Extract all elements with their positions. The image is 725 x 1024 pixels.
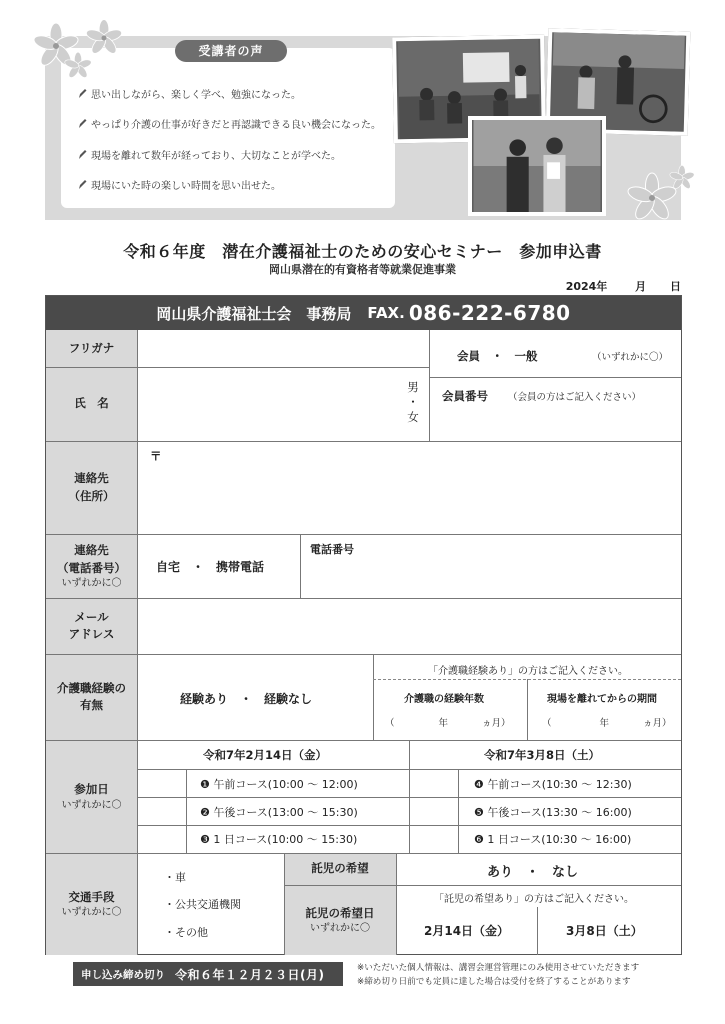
page-title: 令和６年度 潜在介護福祉士のための安心セミナー 参加申込書 <box>123 242 602 261</box>
experience-choice[interactable]: 経験あり ・ 経験なし <box>180 692 313 706</box>
application-date[interactable]: 2024年 月 日 <box>565 280 681 293</box>
member-number-label: 会員番号 <box>442 389 488 403</box>
transport-option-car[interactable]: ・車 <box>164 871 186 884</box>
experience-years-field[interactable]: （ 年 ヵ月） <box>385 718 511 729</box>
member-type-note: （いずれかに〇） <box>592 352 669 363</box>
childcare-note: 「託児の希望あり」の方はご記入ください。 <box>434 894 634 905</box>
away-period-field[interactable]: （ 年 ヵ月） <box>542 718 672 729</box>
course-5[interactable]: ❺ 午後コース(13:30 ～ 16:00) <box>474 806 632 819</box>
furigana-input[interactable] <box>138 331 428 366</box>
testimonial-item: 現場にいた時の楽しい時間を思い出せた。 <box>78 176 398 194</box>
phone-number-input[interactable] <box>302 558 680 597</box>
name-label: 氏 名 <box>46 367 137 441</box>
day1-heading: 令和7年2月14日（金） <box>203 748 328 762</box>
flower-decoration-icon <box>26 18 136 80</box>
member-number-input[interactable] <box>430 406 680 440</box>
phone-number-label: 電話番号 <box>310 543 354 556</box>
pencil-icon <box>78 149 87 160</box>
course-4[interactable]: ❹ 午前コース(10:30 ～ 12:30) <box>474 778 632 791</box>
transport-label: 交通手段 いずれかに〇 <box>46 853 137 955</box>
phone-label: 連絡先 （電話番号） いずれかに〇 <box>46 534 137 598</box>
pencil-icon <box>78 88 87 99</box>
testimonial-badge: 受講者の声 <box>175 40 287 62</box>
course-6[interactable]: ❻ 1 日コース(10:30 ～ 16:00) <box>474 833 632 846</box>
experience-note: 「介護職経験あり」の方はご記入ください。 <box>428 666 628 677</box>
childcare-label: 託児の希望 <box>284 853 396 885</box>
address-input[interactable] <box>166 442 680 533</box>
testimonial-item: 現場を離れて数年が経っており、大切なことが学べた。 <box>78 145 398 163</box>
experience-label: 介護職経験の 有無 <box>46 654 137 740</box>
postal-mark: 〒 <box>150 449 162 463</box>
day2-heading: 令和7年3月8日（土） <box>484 748 601 762</box>
gender-choice[interactable]: 男 ・ 女 <box>407 380 419 424</box>
member-type-choice[interactable]: 会員 ・ 一般 <box>457 349 538 363</box>
furigana-label: フリガナ <box>46 330 137 367</box>
seminar-photo-participants <box>468 116 606 216</box>
application-form <box>45 295 682 955</box>
childcare-date-mar[interactable]: 3月8日（土） <box>566 924 643 938</box>
pencil-icon <box>78 118 87 129</box>
experience-years-label: 介護職の経験年数 <box>404 694 484 705</box>
course-2[interactable]: ❷ 午後コース(13:00 ～ 15:30) <box>200 806 358 819</box>
email-label: メール アドレス <box>46 598 137 654</box>
page-subtitle: 岡山県潜在的有資格者等就業促進事業 <box>269 263 456 276</box>
address-label: 連絡先 （住所） <box>46 441 137 534</box>
privacy-notes: ※いただいた個人情報は、講習会運営管理にのみ使用させていただきます ※締め切り日前でも定員に達した場合は受付を終了することがあります <box>357 963 640 987</box>
away-period-label: 現場を離れてからの期間 <box>547 694 657 705</box>
member-number-note: （会員の方はご記入ください） <box>508 392 642 403</box>
participation-date-label: 参加日 いずれかに〇 <box>46 740 137 853</box>
testimonial-item: 思い出しながら、楽しく学べ、勉強になった。 <box>78 84 398 102</box>
form-header: 岡山県介護福祉士会 事務局 FAX. 086-222-6780 <box>46 296 681 330</box>
transport-option-public[interactable]: ・公共交通機関 <box>164 898 241 911</box>
transport-option-other[interactable]: ・その他 <box>164 926 208 939</box>
phone-type-choice[interactable]: 自宅 ・ 携帯電話 <box>156 560 265 574</box>
testimonial-item: やっぱり介護の仕事が好きだと再認識できる良い機会になった。 <box>78 115 398 133</box>
deadline-date: 令和６年１２月２３日(月) <box>175 967 325 982</box>
testimonial-list <box>78 84 398 206</box>
childcare-date-feb[interactable]: 2月14日（金） <box>424 924 510 938</box>
pencil-icon <box>78 179 87 190</box>
childcare-choice[interactable]: あり ・ なし <box>487 865 579 880</box>
course-1[interactable]: ❶ 午前コース(10:00 ～ 12:00) <box>200 778 358 791</box>
deadline-banner: 申し込み締め切り 令和６年１２月２３日(月) <box>73 962 343 986</box>
name-input[interactable] <box>138 368 400 440</box>
course-3[interactable]: ❸ 1 日コース(10:00 ～ 15:30) <box>200 833 358 846</box>
flower-decoration-icon <box>616 164 696 228</box>
email-input[interactable] <box>138 599 680 653</box>
childcare-date-label: 託児の希望日 いずれかに〇 <box>284 885 396 955</box>
fax-number: 086-222-6780 <box>408 301 571 325</box>
